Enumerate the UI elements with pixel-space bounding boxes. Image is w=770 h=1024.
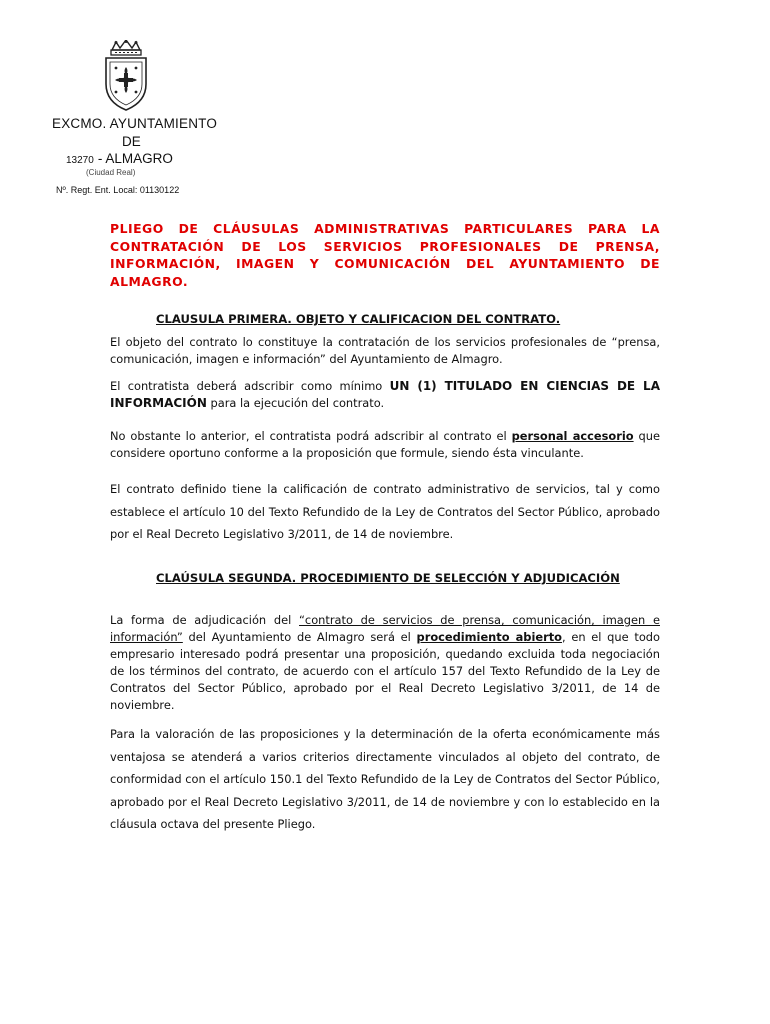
letterhead-province: (Ciudad Real): [86, 168, 136, 177]
clause-1-paragraph-2: [110, 378, 660, 412]
clause-2-paragraph-1: [110, 612, 660, 714]
letterhead-city-line: [66, 151, 173, 166]
postal-code: 13270: [66, 155, 94, 166]
document-body: [110, 220, 660, 831]
letterhead-registry: Nº. Regt. Ent. Local: 01130122: [56, 185, 180, 195]
clause-1-paragraph-1: El objeto del contrato lo constituye la contratación de los servicios profesionales de “prensa, comunicación, imagen e información” del Ayuntamiento de Almagro.: [110, 335, 660, 366]
city-name: - ALMAGRO: [97, 151, 173, 166]
paragraph-text: del Ayuntamiento de Almagro será el: [182, 630, 417, 644]
letterhead-de: DE: [122, 134, 141, 149]
coat-of-arms-icon: [100, 40, 152, 112]
required-title-text: UN (1) TITULADO EN CIENCIAS DE LA INFORMACIÓN: [110, 379, 660, 410]
paragraph-text: El contratista deberá adscribir como mínimo: [110, 379, 390, 393]
paragraph-text: que considere oportuno conforme a la proposición que formule, siendo ésta vinculante.: [110, 429, 660, 460]
paragraph-text: , en el que todo empresario interesado podrá presentar una proposición, quedando excluida toda negociación de los términos del contrato, de acuerdo con el artículo 157 del Texto Refundido de la Ley de Contratos del Sector Público, aprobado por el Real Decreto Legislativo 3/2011, de 14 de noviembre.: [110, 630, 660, 712]
clause-1-heading: CLAUSULA PRIMERA. OBJETO Y CALIFICACION DEL CONTRATO.: [156, 312, 561, 326]
clause-2-paragraph-2: Para la valoración de las proposiciones y la determinación de la oferta económicamente más ventajosa se atenderá a varios criterios directamente vinculados al objeto del contrato, de conformidad con el artículo 150.1 del Texto Refundido de la Ley de Contratos del Sector Público, aprobado por el Real Decreto Legislativo 3/2011, de 14 de noviembre y con lo establecido en la cláusula octava del presente Pliego.: [110, 727, 660, 831]
paragraph-text: No obstante lo anterior, el contratista podrá adscribir al contrato el: [110, 429, 512, 443]
clause-1-paragraph-4: El contrato definido tiene la calificación de contrato administrativo de servicios, tal y como establece el artículo 10 del Texto Refundido de la Ley de Contratos del Sector Público, aprobado por el Real Decreto Legislativo 3/2011, de 14 de noviembre.: [110, 482, 660, 541]
letterhead-title: EXCMO. AYUNTAMIENTO: [52, 116, 218, 131]
contract-name-text: “contrato de servicios de prensa, comunicación, imagen e información”: [110, 613, 660, 644]
procedure-text: procedimiento abierto: [416, 630, 562, 644]
personal-accesorio-text: personal accesorio: [511, 429, 634, 443]
paragraph-text: para la ejecución del contrato.: [206, 396, 385, 410]
paragraph-text: La forma de adjudicación del: [110, 613, 300, 627]
clause-2-heading: CLAÚSULA SEGUNDA. PROCEDIMIENTO DE SELECCIÓN Y ADJUDICACIÓN: [156, 571, 620, 585]
clause-1-paragraph-3: [110, 428, 660, 462]
document-title: PLIEGO DE CLÁUSULAS ADMINISTRATIVAS PARTICULARES PARA LA CONTRATACIÓN DE LOS SERVICIOS PROFESIONALES DE PRENSA, INFORMACIÓN, IMAGEN Y COMUNICACIÓN DEL AYUNTAMIENTO DE ALMAGRO.: [110, 221, 660, 289]
